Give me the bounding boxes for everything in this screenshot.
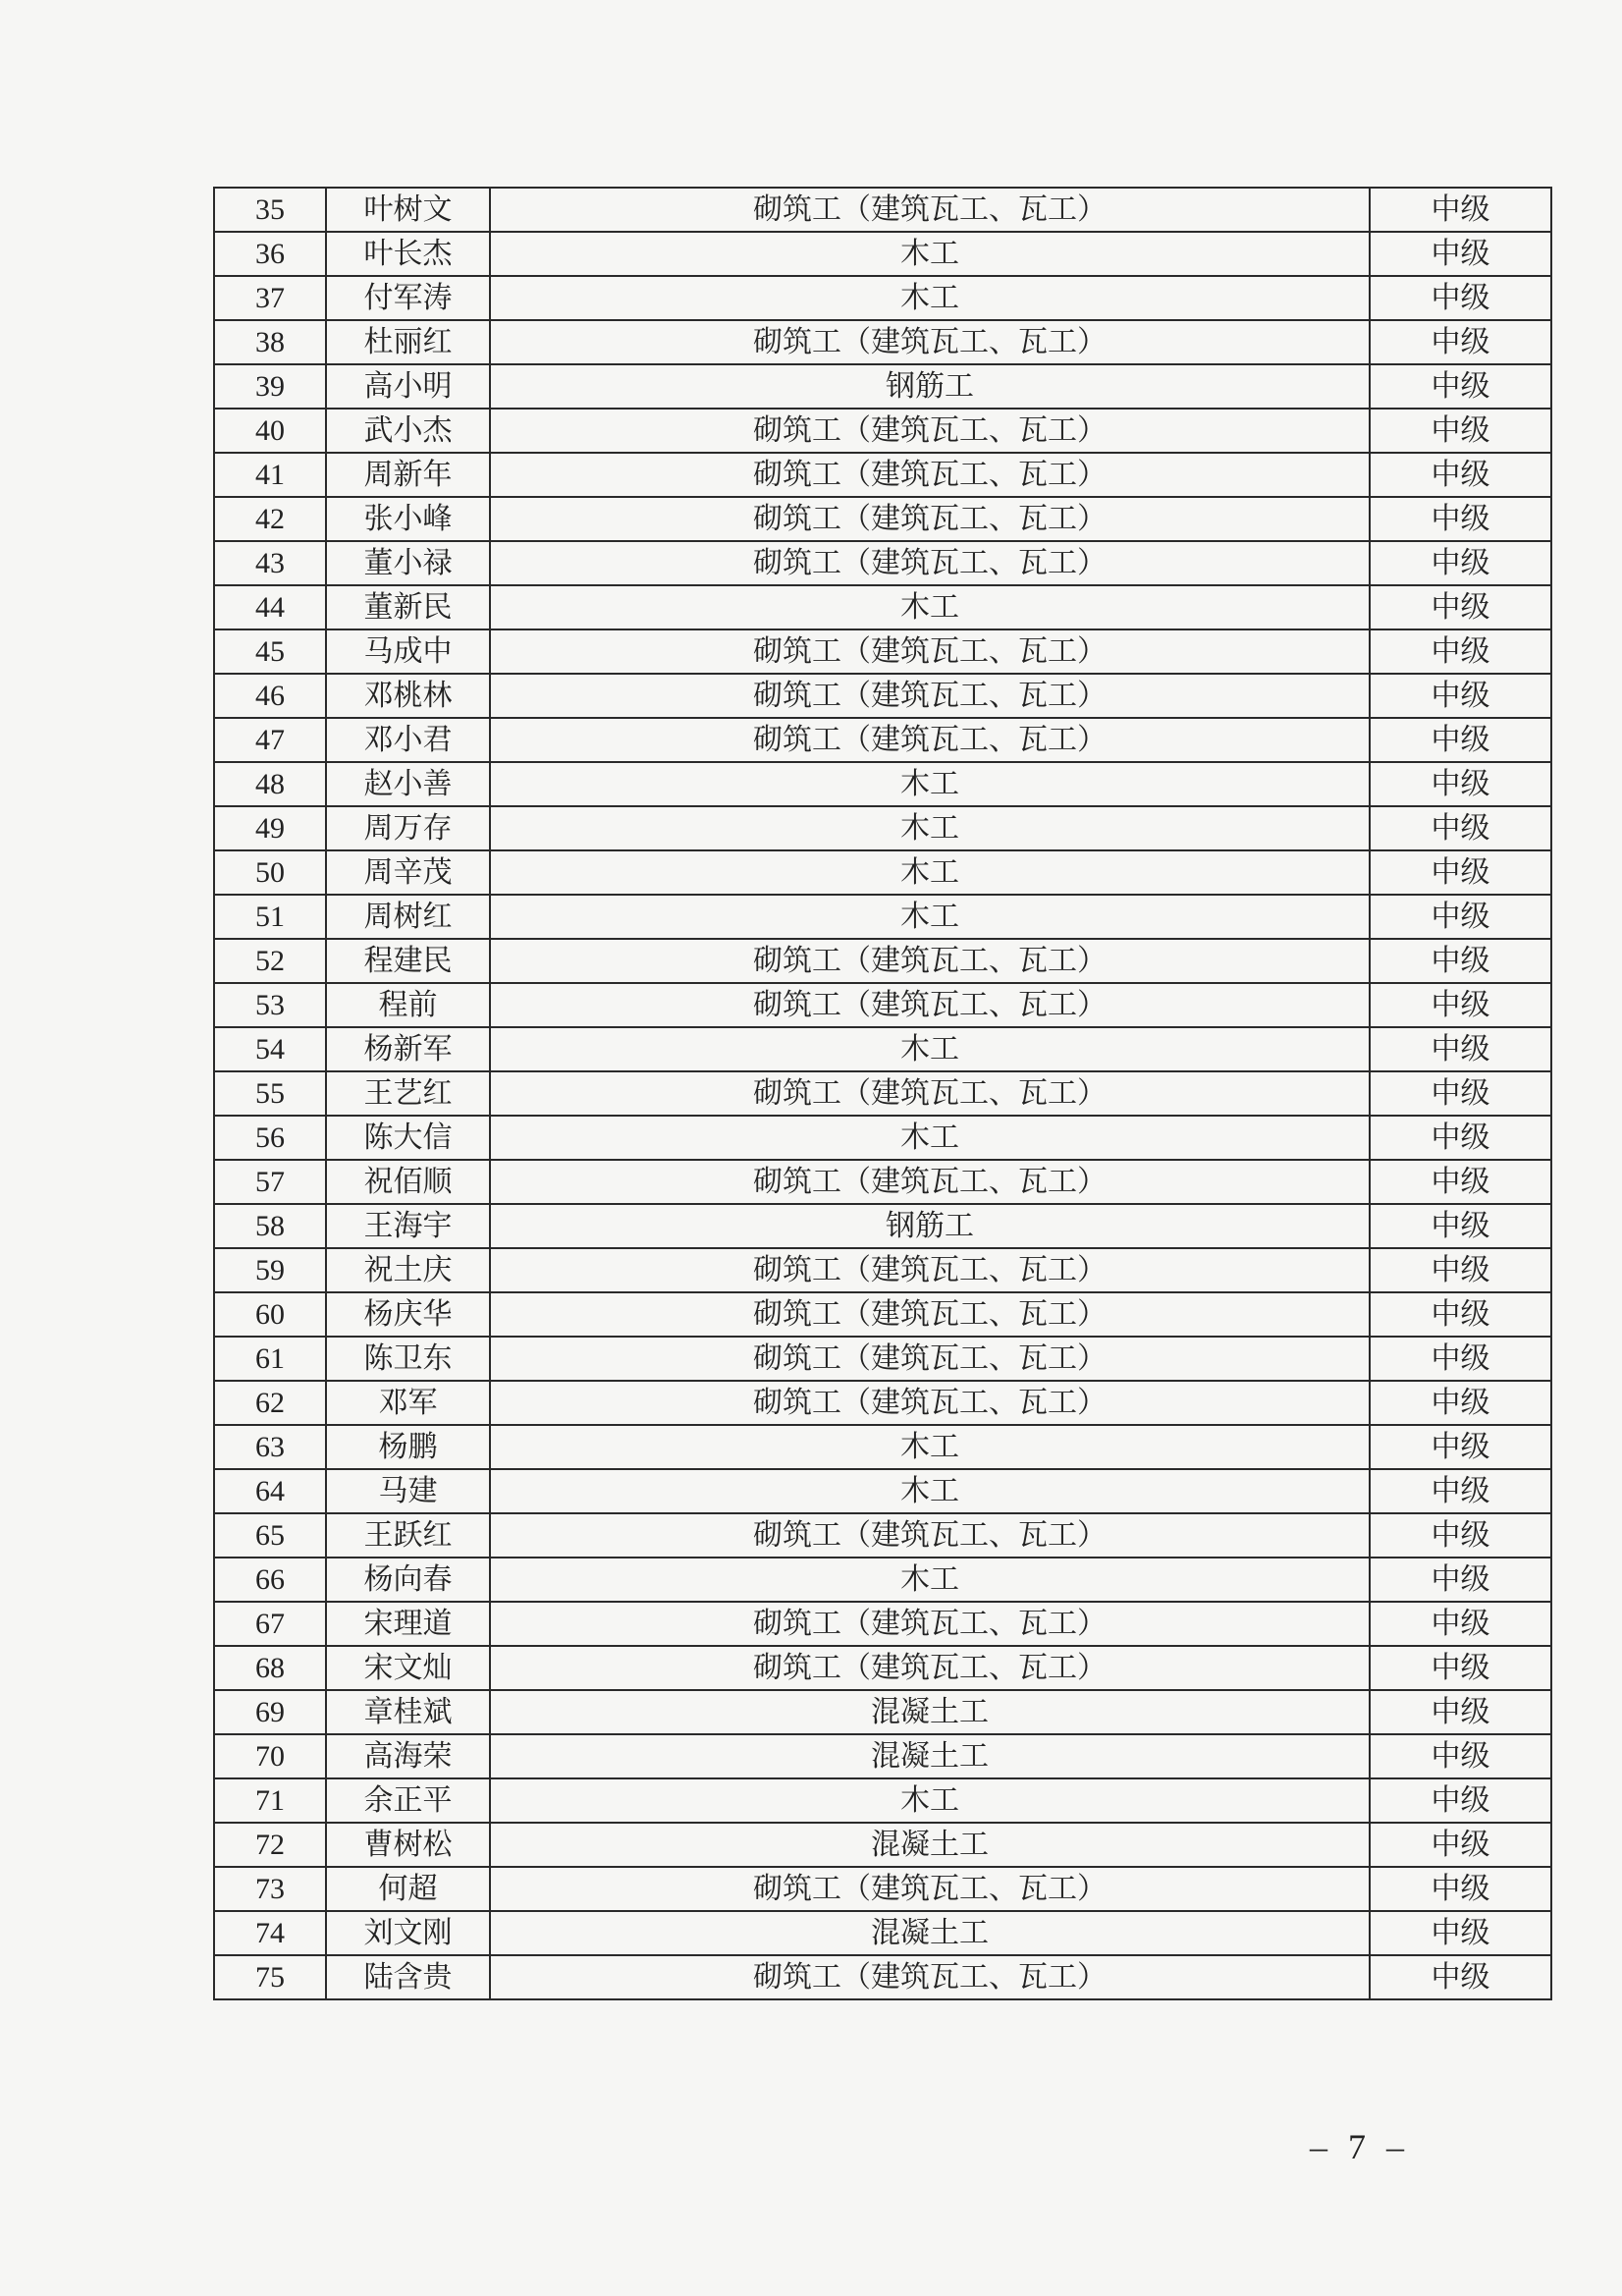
skill-level-cell: 中级	[1370, 1734, 1551, 1778]
trade-cell: 混凝土工	[490, 1823, 1370, 1867]
skill-level-cell: 中级	[1370, 1248, 1551, 1292]
serial-number-cell: 54	[214, 1027, 326, 1071]
skill-level-cell: 中级	[1370, 1292, 1551, 1337]
table-row	[214, 1513, 1551, 1558]
table-row	[214, 1027, 1551, 1071]
trade-cell: 砌筑工（建筑瓦工、瓦工）	[490, 541, 1370, 585]
serial-number-cell: 57	[214, 1160, 326, 1204]
table-row	[214, 1204, 1551, 1248]
serial-number-cell: 37	[214, 276, 326, 320]
skill-level-cell: 中级	[1370, 1071, 1551, 1116]
trade-cell: 砌筑工（建筑瓦工、瓦工）	[490, 674, 1370, 718]
serial-number-cell: 75	[214, 1955, 326, 1999]
table-row	[214, 276, 1551, 320]
table-row	[214, 541, 1551, 585]
serial-number-cell: 60	[214, 1292, 326, 1337]
trade-cell: 混凝土工	[490, 1690, 1370, 1734]
table-row	[214, 1911, 1551, 1955]
table-row	[214, 1381, 1551, 1425]
roster-table	[213, 187, 1552, 2000]
trade-cell: 木工	[490, 232, 1370, 276]
serial-number-cell: 47	[214, 718, 326, 762]
worker-name-cell: 周新年	[326, 453, 490, 497]
worker-name-cell: 叶树文	[326, 188, 490, 232]
page-number: – 7 –	[1310, 2127, 1410, 2166]
table-row	[214, 806, 1551, 850]
worker-name-cell: 杜丽红	[326, 320, 490, 364]
skill-level-cell: 中级	[1370, 939, 1551, 983]
worker-name-cell: 祝佰顺	[326, 1160, 490, 1204]
table-row	[214, 895, 1551, 939]
worker-name-cell: 高小明	[326, 364, 490, 409]
trade-cell: 砌筑工（建筑瓦工、瓦工）	[490, 1602, 1370, 1646]
trade-cell: 木工	[490, 895, 1370, 939]
trade-cell: 木工	[490, 1558, 1370, 1602]
skill-level-cell: 中级	[1370, 1160, 1551, 1204]
worker-name-cell: 何超	[326, 1867, 490, 1911]
serial-number-cell: 53	[214, 983, 326, 1027]
worker-name-cell: 杨鹏	[326, 1425, 490, 1469]
worker-name-cell: 程前	[326, 983, 490, 1027]
serial-number-cell: 46	[214, 674, 326, 718]
trade-cell: 混凝土工	[490, 1911, 1370, 1955]
trade-cell: 木工	[490, 806, 1370, 850]
table-row	[214, 1116, 1551, 1160]
worker-name-cell: 王海宇	[326, 1204, 490, 1248]
serial-number-cell: 36	[214, 232, 326, 276]
table-row	[214, 1425, 1551, 1469]
serial-number-cell: 67	[214, 1602, 326, 1646]
skill-level-cell: 中级	[1370, 276, 1551, 320]
worker-name-cell: 杨新军	[326, 1027, 490, 1071]
skill-level-cell: 中级	[1370, 1867, 1551, 1911]
trade-cell: 钢筋工	[490, 1204, 1370, 1248]
worker-name-cell: 高海荣	[326, 1734, 490, 1778]
worker-name-cell: 余正平	[326, 1778, 490, 1823]
trade-cell: 木工	[490, 1778, 1370, 1823]
serial-number-cell: 40	[214, 409, 326, 453]
serial-number-cell: 55	[214, 1071, 326, 1116]
skill-level-cell: 中级	[1370, 1116, 1551, 1160]
worker-name-cell: 宋理道	[326, 1602, 490, 1646]
trade-cell: 砌筑工（建筑瓦工、瓦工）	[490, 1071, 1370, 1116]
worker-name-cell: 杨庆华	[326, 1292, 490, 1337]
skill-level-cell: 中级	[1370, 364, 1551, 409]
table-row	[214, 585, 1551, 629]
worker-name-cell: 刘文刚	[326, 1911, 490, 1955]
serial-number-cell: 58	[214, 1204, 326, 1248]
worker-name-cell: 武小杰	[326, 409, 490, 453]
trade-cell: 砌筑工（建筑瓦工、瓦工）	[490, 629, 1370, 674]
serial-number-cell: 35	[214, 188, 326, 232]
trade-cell: 砌筑工（建筑瓦工、瓦工）	[490, 983, 1370, 1027]
table-row	[214, 1778, 1551, 1823]
skill-level-cell: 中级	[1370, 1469, 1551, 1513]
trade-cell: 砌筑工（建筑瓦工、瓦工）	[490, 1381, 1370, 1425]
worker-name-cell: 邓桃林	[326, 674, 490, 718]
table-row	[214, 1558, 1551, 1602]
worker-name-cell: 马成中	[326, 629, 490, 674]
trade-cell: 砌筑工（建筑瓦工、瓦工）	[490, 939, 1370, 983]
trade-cell: 砌筑工（建筑瓦工、瓦工）	[490, 1646, 1370, 1690]
serial-number-cell: 71	[214, 1778, 326, 1823]
skill-level-cell: 中级	[1370, 1381, 1551, 1425]
table-row	[214, 1734, 1551, 1778]
trade-cell: 木工	[490, 1425, 1370, 1469]
skill-level-cell: 中级	[1370, 1425, 1551, 1469]
skill-level-cell: 中级	[1370, 806, 1551, 850]
skill-level-cell: 中级	[1370, 1823, 1551, 1867]
worker-name-cell: 邓小君	[326, 718, 490, 762]
skill-level-cell: 中级	[1370, 232, 1551, 276]
serial-number-cell: 38	[214, 320, 326, 364]
worker-name-cell: 陈卫东	[326, 1337, 490, 1381]
serial-number-cell: 64	[214, 1469, 326, 1513]
skill-level-cell: 中级	[1370, 1513, 1551, 1558]
table-row	[214, 983, 1551, 1027]
skill-level-cell: 中级	[1370, 1027, 1551, 1071]
table-row	[214, 718, 1551, 762]
trade-cell: 砌筑工（建筑瓦工、瓦工）	[490, 1955, 1370, 1999]
serial-number-cell: 51	[214, 895, 326, 939]
serial-number-cell: 52	[214, 939, 326, 983]
worker-name-cell: 宋文灿	[326, 1646, 490, 1690]
worker-name-cell: 周树红	[326, 895, 490, 939]
table-row	[214, 453, 1551, 497]
table-row	[214, 1823, 1551, 1867]
roster-table-body	[214, 188, 1551, 1999]
table-row	[214, 1160, 1551, 1204]
trade-cell: 混凝土工	[490, 1734, 1370, 1778]
table-row	[214, 1955, 1551, 1999]
worker-name-cell: 杨向春	[326, 1558, 490, 1602]
worker-name-cell: 祝土庆	[326, 1248, 490, 1292]
table-row	[214, 939, 1551, 983]
trade-cell: 砌筑工（建筑瓦工、瓦工）	[490, 1337, 1370, 1381]
skill-level-cell: 中级	[1370, 1558, 1551, 1602]
serial-number-cell: 48	[214, 762, 326, 806]
table-row	[214, 1248, 1551, 1292]
serial-number-cell: 63	[214, 1425, 326, 1469]
table-row	[214, 762, 1551, 806]
skill-level-cell: 中级	[1370, 585, 1551, 629]
skill-level-cell: 中级	[1370, 983, 1551, 1027]
trade-cell: 砌筑工（建筑瓦工、瓦工）	[490, 453, 1370, 497]
serial-number-cell: 65	[214, 1513, 326, 1558]
serial-number-cell: 44	[214, 585, 326, 629]
table-row	[214, 1337, 1551, 1381]
table-row	[214, 1690, 1551, 1734]
skill-level-cell: 中级	[1370, 718, 1551, 762]
skill-level-cell: 中级	[1370, 409, 1551, 453]
table-row	[214, 188, 1551, 232]
serial-number-cell: 56	[214, 1116, 326, 1160]
skill-level-cell: 中级	[1370, 188, 1551, 232]
skill-level-cell: 中级	[1370, 1690, 1551, 1734]
trade-cell: 砌筑工（建筑瓦工、瓦工）	[490, 718, 1370, 762]
trade-cell: 砌筑工（建筑瓦工、瓦工）	[490, 1867, 1370, 1911]
table-row	[214, 364, 1551, 409]
table-row	[214, 674, 1551, 718]
skill-level-cell: 中级	[1370, 1911, 1551, 1955]
worker-name-cell: 董小禄	[326, 541, 490, 585]
trade-cell: 砌筑工（建筑瓦工、瓦工）	[490, 1160, 1370, 1204]
skill-level-cell: 中级	[1370, 1337, 1551, 1381]
skill-level-cell: 中级	[1370, 1955, 1551, 1999]
skill-level-cell: 中级	[1370, 1204, 1551, 1248]
serial-number-cell: 43	[214, 541, 326, 585]
worker-name-cell: 程建民	[326, 939, 490, 983]
trade-cell: 砌筑工（建筑瓦工、瓦工）	[490, 1513, 1370, 1558]
worker-name-cell: 陆含贵	[326, 1955, 490, 1999]
table-row	[214, 1469, 1551, 1513]
worker-name-cell: 付军涛	[326, 276, 490, 320]
trade-cell: 砌筑工（建筑瓦工、瓦工）	[490, 409, 1370, 453]
worker-name-cell: 王跃红	[326, 1513, 490, 1558]
serial-number-cell: 68	[214, 1646, 326, 1690]
trade-cell: 砌筑工（建筑瓦工、瓦工）	[490, 320, 1370, 364]
serial-number-cell: 59	[214, 1248, 326, 1292]
skill-level-cell: 中级	[1370, 1646, 1551, 1690]
worker-name-cell: 陈大信	[326, 1116, 490, 1160]
skill-level-cell: 中级	[1370, 629, 1551, 674]
serial-number-cell: 49	[214, 806, 326, 850]
table-row	[214, 1292, 1551, 1337]
trade-cell: 木工	[490, 1027, 1370, 1071]
skill-level-cell: 中级	[1370, 850, 1551, 895]
trade-cell: 木工	[490, 762, 1370, 806]
serial-number-cell: 61	[214, 1337, 326, 1381]
worker-name-cell: 赵小善	[326, 762, 490, 806]
skill-level-cell: 中级	[1370, 541, 1551, 585]
worker-name-cell: 王艺红	[326, 1071, 490, 1116]
trade-cell: 木工	[490, 1116, 1370, 1160]
skill-level-cell: 中级	[1370, 762, 1551, 806]
table-row	[214, 629, 1551, 674]
skill-level-cell: 中级	[1370, 1778, 1551, 1823]
serial-number-cell: 39	[214, 364, 326, 409]
table-row	[214, 497, 1551, 541]
serial-number-cell: 66	[214, 1558, 326, 1602]
serial-number-cell: 42	[214, 497, 326, 541]
serial-number-cell: 69	[214, 1690, 326, 1734]
skill-level-cell: 中级	[1370, 320, 1551, 364]
skill-level-cell: 中级	[1370, 453, 1551, 497]
serial-number-cell: 50	[214, 850, 326, 895]
worker-name-cell: 章桂斌	[326, 1690, 490, 1734]
serial-number-cell: 45	[214, 629, 326, 674]
worker-name-cell: 叶长杰	[326, 232, 490, 276]
table-row	[214, 850, 1551, 895]
trade-cell: 砌筑工（建筑瓦工、瓦工）	[490, 1292, 1370, 1337]
trade-cell: 木工	[490, 585, 1370, 629]
skill-level-cell: 中级	[1370, 895, 1551, 939]
table-row	[214, 1071, 1551, 1116]
table-row	[214, 1602, 1551, 1646]
worker-name-cell: 周辛茂	[326, 850, 490, 895]
trade-cell: 木工	[490, 850, 1370, 895]
worker-name-cell: 马建	[326, 1469, 490, 1513]
serial-number-cell: 62	[214, 1381, 326, 1425]
trade-cell: 砌筑工（建筑瓦工、瓦工）	[490, 497, 1370, 541]
serial-number-cell: 72	[214, 1823, 326, 1867]
table-row	[214, 1867, 1551, 1911]
trade-cell: 木工	[490, 276, 1370, 320]
serial-number-cell: 74	[214, 1911, 326, 1955]
worker-name-cell: 董新民	[326, 585, 490, 629]
table-row	[214, 320, 1551, 364]
serial-number-cell: 70	[214, 1734, 326, 1778]
table-row	[214, 409, 1551, 453]
worker-name-cell: 周万存	[326, 806, 490, 850]
skill-level-cell: 中级	[1370, 1602, 1551, 1646]
worker-name-cell: 邓军	[326, 1381, 490, 1425]
table-row	[214, 232, 1551, 276]
trade-cell: 砌筑工（建筑瓦工、瓦工）	[490, 1248, 1370, 1292]
skill-level-cell: 中级	[1370, 674, 1551, 718]
worker-name-cell: 曹树松	[326, 1823, 490, 1867]
trade-cell: 木工	[490, 1469, 1370, 1513]
table-row	[214, 1646, 1551, 1690]
serial-number-cell: 73	[214, 1867, 326, 1911]
trade-cell: 砌筑工（建筑瓦工、瓦工）	[490, 188, 1370, 232]
worker-name-cell: 张小峰	[326, 497, 490, 541]
trade-cell: 钢筋工	[490, 364, 1370, 409]
skill-level-cell: 中级	[1370, 497, 1551, 541]
serial-number-cell: 41	[214, 453, 326, 497]
